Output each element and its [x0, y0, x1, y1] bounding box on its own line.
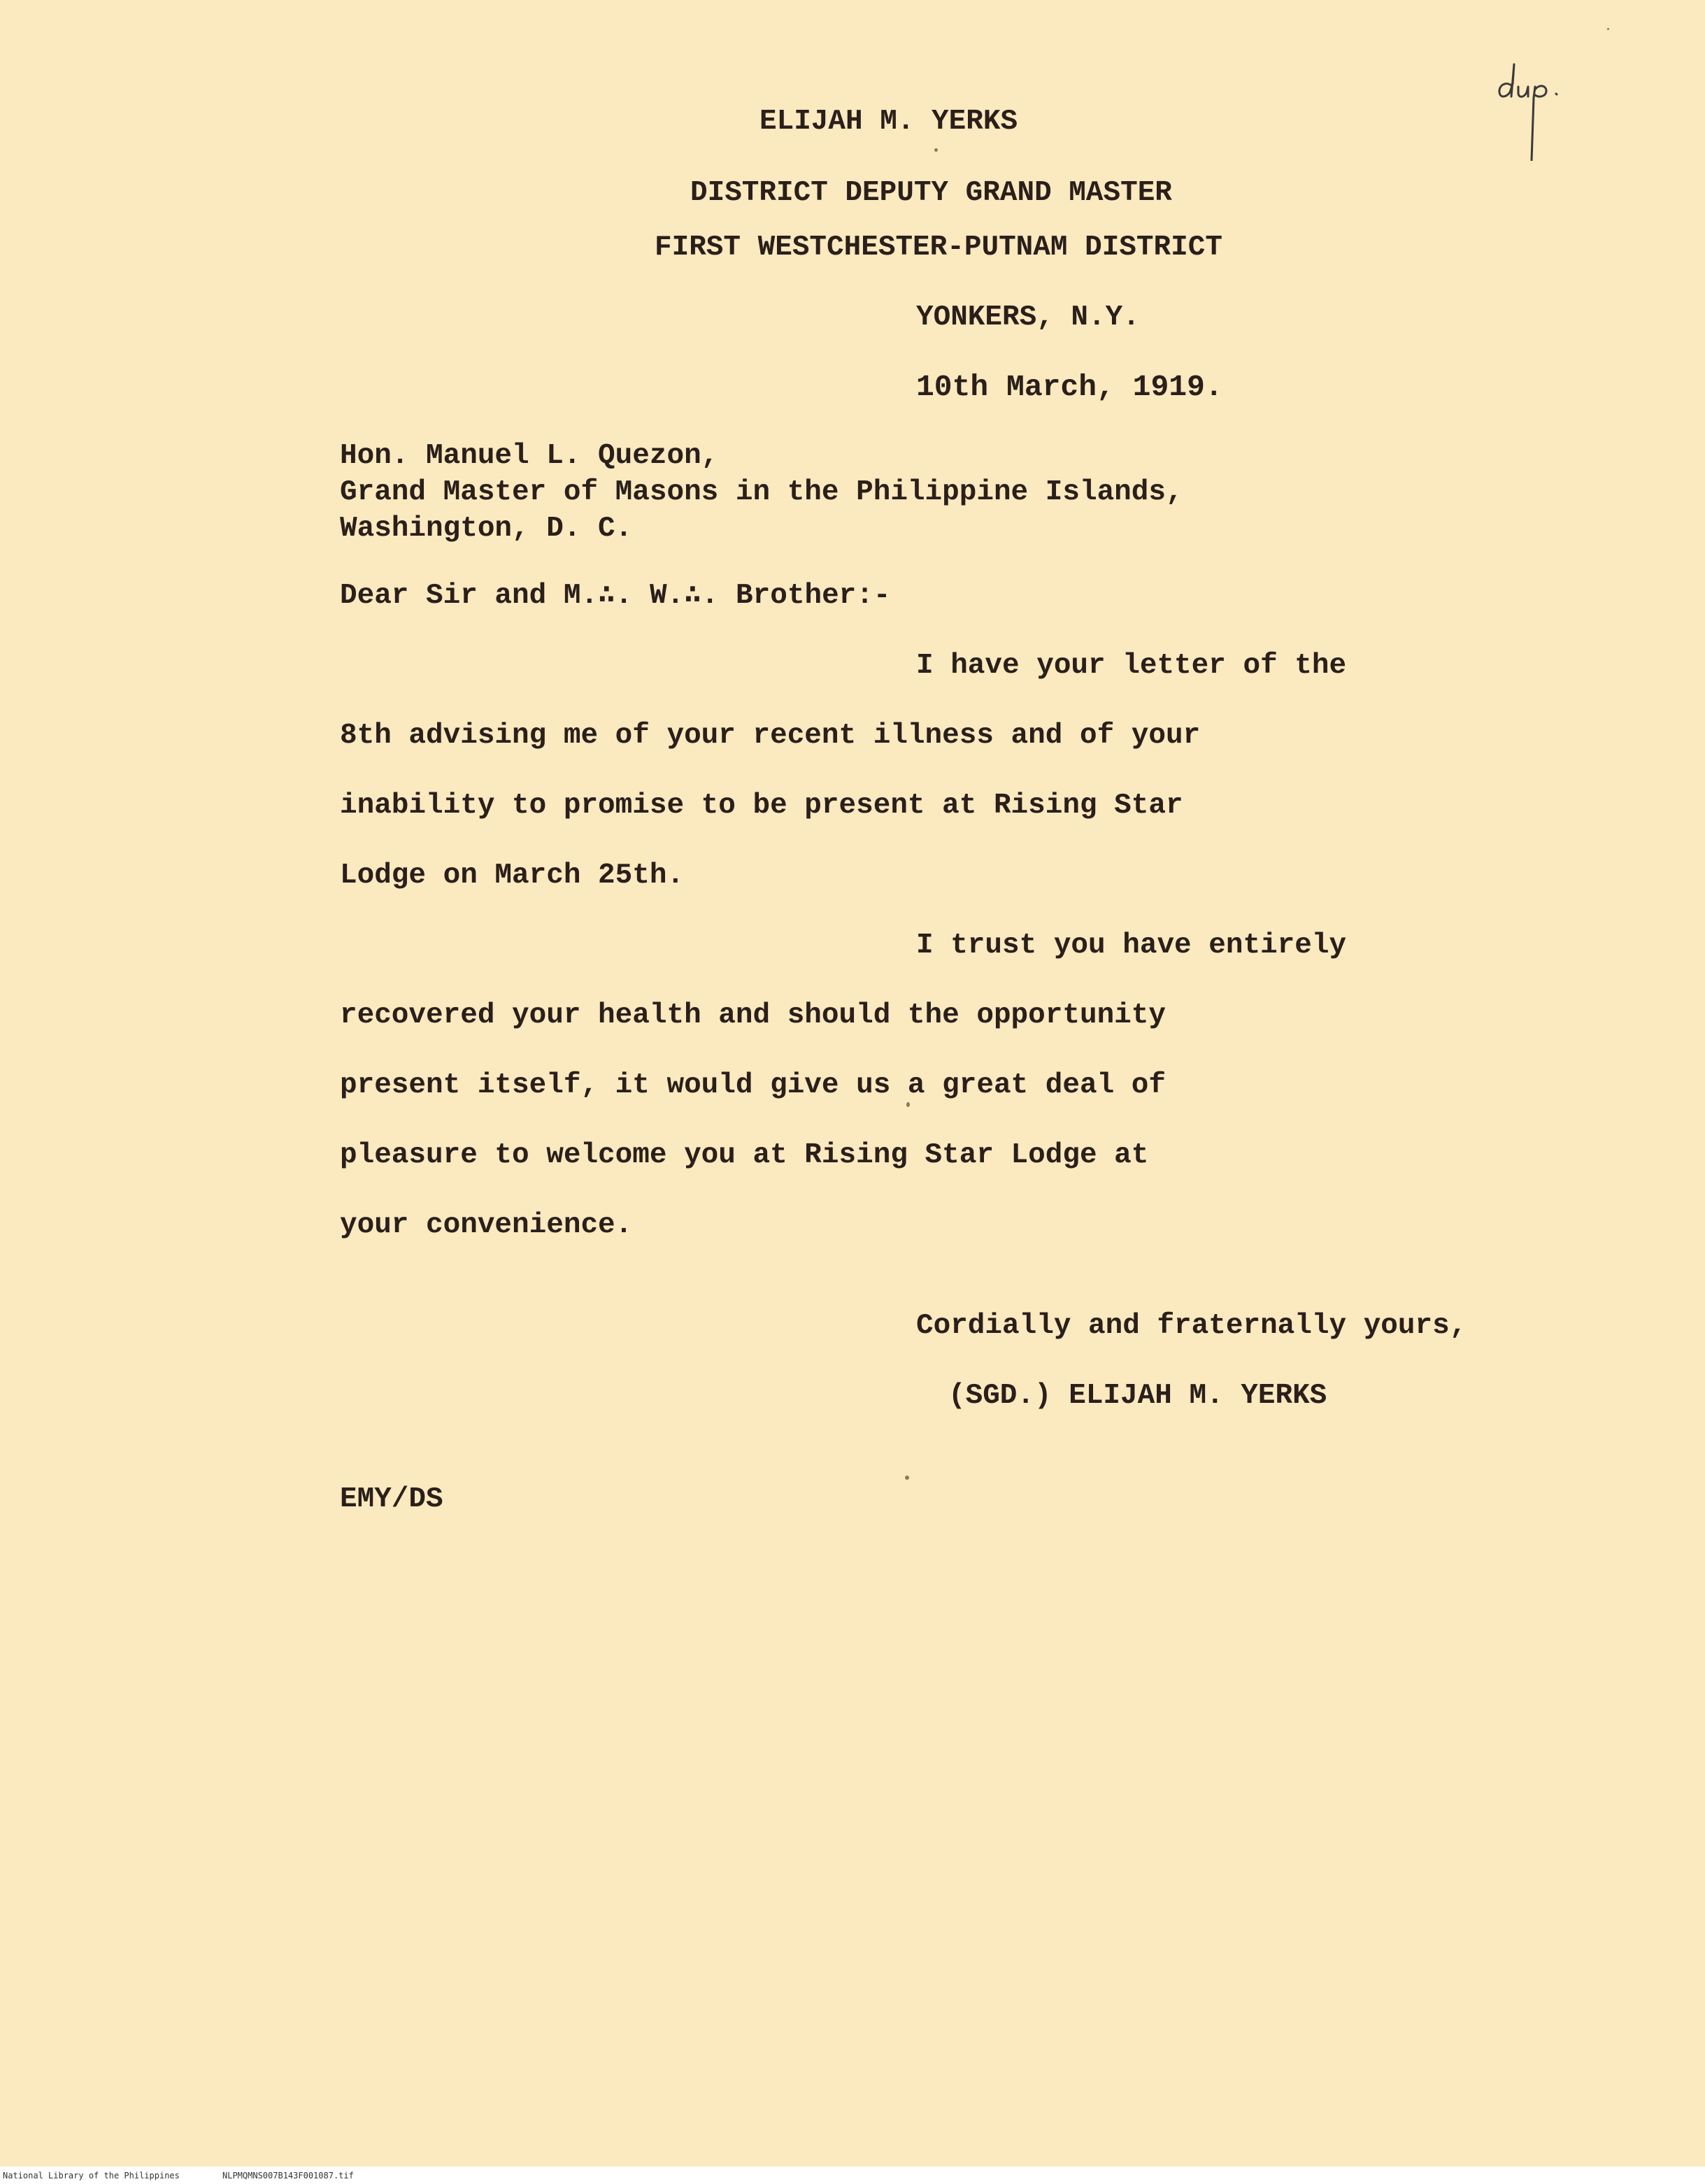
- body-p2-line-4: pleasure to welcome you at Rising Star Lodge at: [340, 1139, 1149, 1171]
- body-p1-line-2: 8th advising me of your recent illness and of your: [340, 720, 1201, 752]
- letterhead-title: DISTRICT DEPUTY GRAND MASTER: [690, 177, 1172, 209]
- reference-initials: EMY/DS: [340, 1483, 443, 1515]
- body-p1-line-4: Lodge on March 25th.: [340, 859, 685, 892]
- signature: (SGD.) ELIJAH M. YERKS: [948, 1380, 1327, 1412]
- footer-institution: National Library of the Philippines: [3, 2171, 180, 2181]
- date-line: 10th March, 1919.: [916, 370, 1223, 404]
- letterhead-district: FIRST WESTCHESTER-PUTNAM DISTRICT: [655, 231, 1222, 264]
- footer-file: NLPMQMNS007B143F001087.tif: [222, 2171, 354, 2181]
- paper-speck: [1607, 28, 1609, 30]
- body-p1-line-1: I have your letter of the: [916, 650, 1347, 682]
- body-p2-line-3: present itself, it would give us a great deal of: [340, 1069, 1166, 1101]
- place-line: YONKERS, N.Y.: [916, 301, 1140, 334]
- body-p2-line-5: your convenience.: [340, 1209, 633, 1241]
- body-p2-line-2: recovered your health and should the opportunity: [340, 999, 1166, 1032]
- paper-speck: [905, 1476, 909, 1480]
- handwritten-annotation: [1493, 56, 1591, 161]
- paper-speck: [934, 148, 938, 152]
- recipient-line-1: Hon. Manuel L. Quezon,: [340, 440, 719, 472]
- body-p2-line-1: I trust you have entirely: [916, 929, 1347, 962]
- recipient-line-2: Grand Master of Masons in the Philippine Islands,: [340, 476, 1183, 508]
- closing: Cordially and fraternally yours,: [916, 1310, 1467, 1342]
- paper-speck: [906, 1102, 910, 1107]
- body-p1-line-3: inability to promise to be present at Rising Star: [340, 790, 1183, 822]
- letterhead-name: ELIJAH M. YERKS: [759, 106, 1018, 138]
- salutation: Dear Sir and M.∴. W.∴. Brother:-: [340, 580, 891, 612]
- recipient-line-3: Washington, D. C.: [340, 513, 633, 545]
